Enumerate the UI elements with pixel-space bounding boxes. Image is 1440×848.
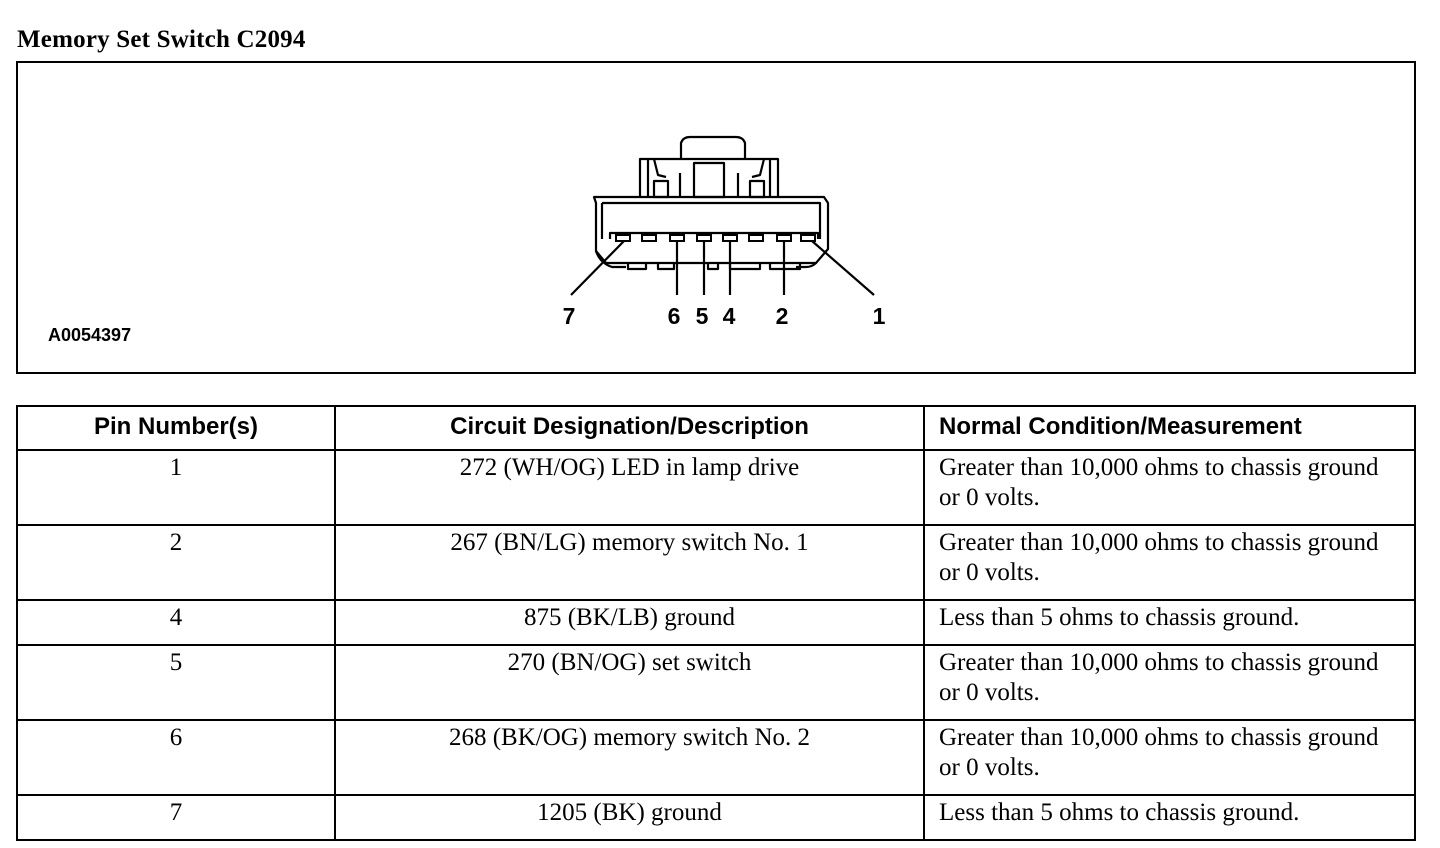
table-row [17,645,1415,720]
connector-figure [16,61,1416,374]
pin-cell: 2 [17,525,335,600]
condition-cell: Greater than 10,000 ohms to chassis ground or 0 volts. [924,525,1415,600]
connector-drawing [18,63,1414,372]
condition-cell: Less than 5 ohms to chassis ground. [924,600,1415,645]
condition-cell: Greater than 10,000 ohms to chassis ground or 0 volts. [924,720,1415,795]
table-row [17,600,1415,645]
circuit-cell: 272 (WH/OG) LED in lamp drive [335,450,924,525]
table-header-row [17,406,1415,450]
circuit-cell: 1205 (BK) ground [335,795,924,840]
circuit-cell: 268 (BK/OG) memory switch No. 2 [335,720,924,795]
header-circuit: Circuit Designation/Description [335,406,924,450]
pin-table [16,405,1416,841]
table-row [17,795,1415,840]
table-row [17,720,1415,795]
figure-id: A0054397 [48,325,132,345]
pin-label-4: 4 [722,303,736,329]
page-title: Memory Set Switch C2094 [17,26,306,53]
circuit-cell: 267 (BN/LG) memory switch No. 1 [335,525,924,600]
table-row [17,525,1415,600]
circuit-cell: 270 (BN/OG) set switch [335,645,924,720]
table-row [17,450,1415,525]
condition-cell: Greater than 10,000 ohms to chassis ground or 0 volts. [924,645,1415,720]
pin-label-2: 2 [775,303,789,329]
pin-cell: 4 [17,600,335,645]
condition-cell: Greater than 10,000 ohms to chassis ground or 0 volts. [924,450,1415,525]
pin-cell: 5 [17,645,335,720]
header-condition: Normal Condition/Measurement [924,406,1415,450]
circuit-cell: 875 (BK/LB) ground [335,600,924,645]
pin-cell: 6 [17,720,335,795]
header-pin-number: Pin Number(s) [17,406,335,450]
pin-label-6: 6 [667,303,681,329]
condition-cell: Less than 5 ohms to chassis ground. [924,795,1415,840]
pin-label-1: 1 [872,303,886,329]
pin-cell: 7 [17,795,335,840]
pin-cell: 1 [17,450,335,525]
pin-label-5: 5 [695,303,709,329]
pin-label-7: 7 [562,303,576,329]
